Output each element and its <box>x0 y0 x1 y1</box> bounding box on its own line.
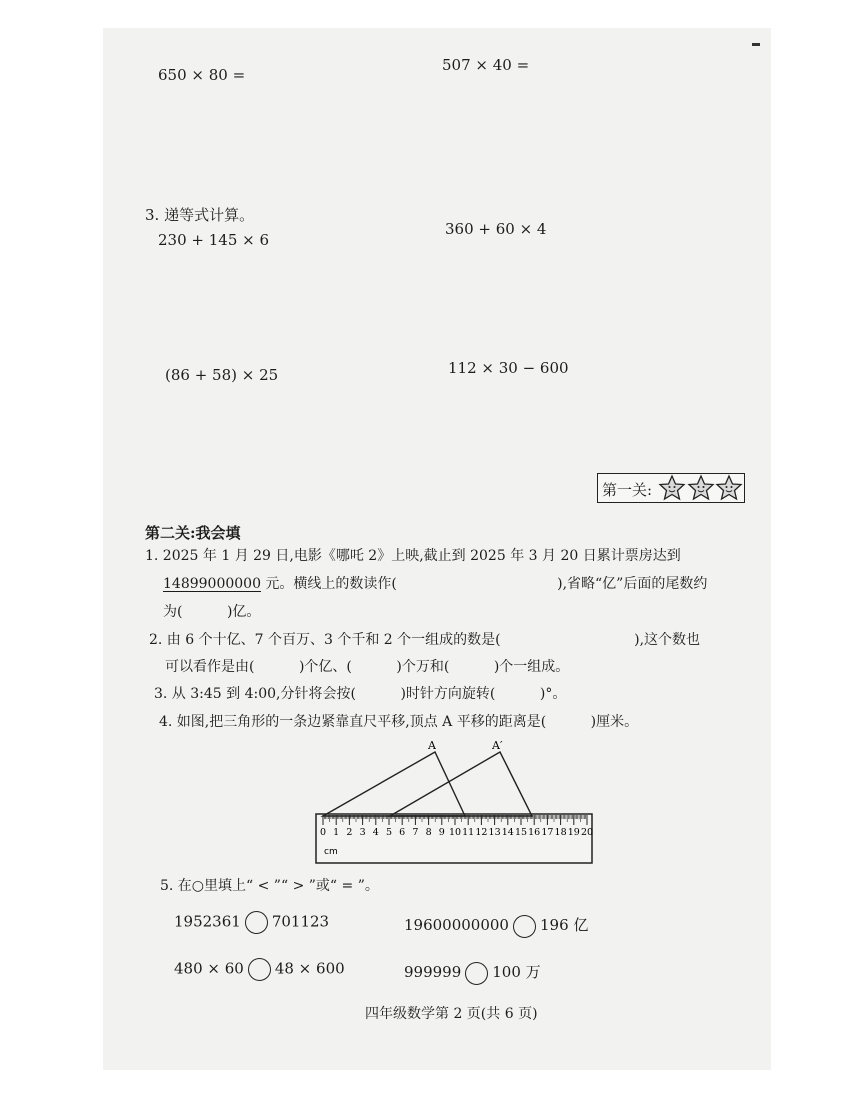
ruler-tick-label: 1 <box>333 827 340 838</box>
ruler-tick-label: 3 <box>359 827 366 838</box>
ruler-tick-label: 17 <box>541 827 554 838</box>
compare-circle[interactable] <box>245 911 268 934</box>
compare-right: 48 × 600 <box>274 959 345 978</box>
q1-line2-rest: 元。横线上的数读作( ),省略“亿”后面的尾数约 <box>260 576 708 592</box>
star-icon <box>687 474 715 502</box>
compare-right: 701123 <box>271 912 330 931</box>
q1-line2 <box>163 573 707 593</box>
q5-title: 5. 在○里填上“ < ”“ > ”或“ = ”。 <box>160 878 379 894</box>
calc-item-1: 230 + 145 × 6 <box>158 231 270 249</box>
compare-row-2 <box>404 914 588 938</box>
q1-line3: 为( )亿。 <box>163 604 261 620</box>
ruler-tick-label: 10 <box>448 827 462 838</box>
section3-title: 3. 递等式计算。 <box>145 206 255 224</box>
compare-left: 999999 <box>404 963 462 981</box>
q2-line2: 可以看作是由( )个亿、( )个万和( )个一组成。 <box>165 659 570 675</box>
problem-650x80: 650 × 80 = <box>158 66 246 84</box>
ruler-tick-label: 14 <box>501 827 514 838</box>
section2-title: 第二关:我会填 <box>145 524 241 542</box>
q1-line1: 1. 2025 年 1 月 29 日,电影《哪吒 2》上映,截止到 2025 年 3 月 20 日累计票房达到 <box>145 548 681 564</box>
ruler-tick-label: 9 <box>438 827 445 838</box>
ruler-tick-label: 8 <box>425 827 432 838</box>
ruler-tick-label: 13 <box>488 827 501 838</box>
page-footer: 四年级数学第 2 页(共 6 页) <box>365 1006 538 1022</box>
ruler-tick-label: 0 <box>319 827 327 838</box>
calc-item-2: 360 + 60 × 4 <box>445 220 547 238</box>
ruler-numbers <box>320 827 593 838</box>
compare-row-4 <box>404 961 541 985</box>
ruler-tick-label: 20 <box>580 827 594 838</box>
problem-507x40: 507 × 40 = <box>442 56 530 74</box>
ruler-tick-label: 19 <box>567 827 580 838</box>
ruler-unit: cm <box>324 847 338 857</box>
ruler-tick-label: 12 <box>475 827 488 838</box>
level-label: 第一关: <box>602 481 653 499</box>
compare-right: 196 亿 <box>539 916 589 934</box>
ruler-tick-label: 6 <box>399 827 406 838</box>
q4-text: 4. 如图,把三角形的一条边紧靠直尺平移,顶点 A 平移的距离是( )厘米。 <box>159 714 639 730</box>
compare-right: 100 万 <box>492 963 541 981</box>
compare-circle[interactable] <box>513 915 536 938</box>
star-icon <box>715 474 743 502</box>
ruler-tick-label: 2 <box>346 827 353 838</box>
compare-left: 480 × 60 <box>174 959 244 978</box>
q2-line1: 2. 由 6 个十亿、7 个百万、3 个千和 2 个一组成的数是( ),这个数也 <box>149 632 701 648</box>
ruler-tick-label: 7 <box>412 827 419 838</box>
compare-left: 19600000000 <box>404 916 509 934</box>
q3-text: 3. 从 3:45 到 4:00,分针将会按( )时针方向旋转( )°。 <box>154 686 567 702</box>
calc-item-4: 112 × 30 − 600 <box>448 359 569 377</box>
ruler-tick-label: 11 <box>462 827 475 838</box>
star-icon <box>658 474 686 502</box>
vertex-a-prime-label: A′ <box>492 739 503 752</box>
compare-row-1 <box>174 911 329 934</box>
ruler-figure <box>310 738 600 866</box>
ruler <box>316 814 592 863</box>
calc-item-3: (86 + 58) × 25 <box>165 366 279 384</box>
compare-left: 1952361 <box>174 912 241 931</box>
compare-circle[interactable] <box>248 958 271 981</box>
box-office-number: 14899000000 <box>163 576 261 592</box>
ruler-tick-label: 5 <box>385 827 393 838</box>
ruler-tick-label: 16 <box>528 827 541 838</box>
compare-circle[interactable] <box>465 962 488 985</box>
scan-mark <box>752 43 760 46</box>
compare-row-3 <box>174 958 345 981</box>
ruler-tick-label: 15 <box>514 827 528 838</box>
vertex-a-label: A <box>428 739 436 752</box>
ruler-tick-label: 4 <box>372 827 379 838</box>
ruler-tick-label: 18 <box>554 827 567 838</box>
level-badge <box>597 473 745 503</box>
